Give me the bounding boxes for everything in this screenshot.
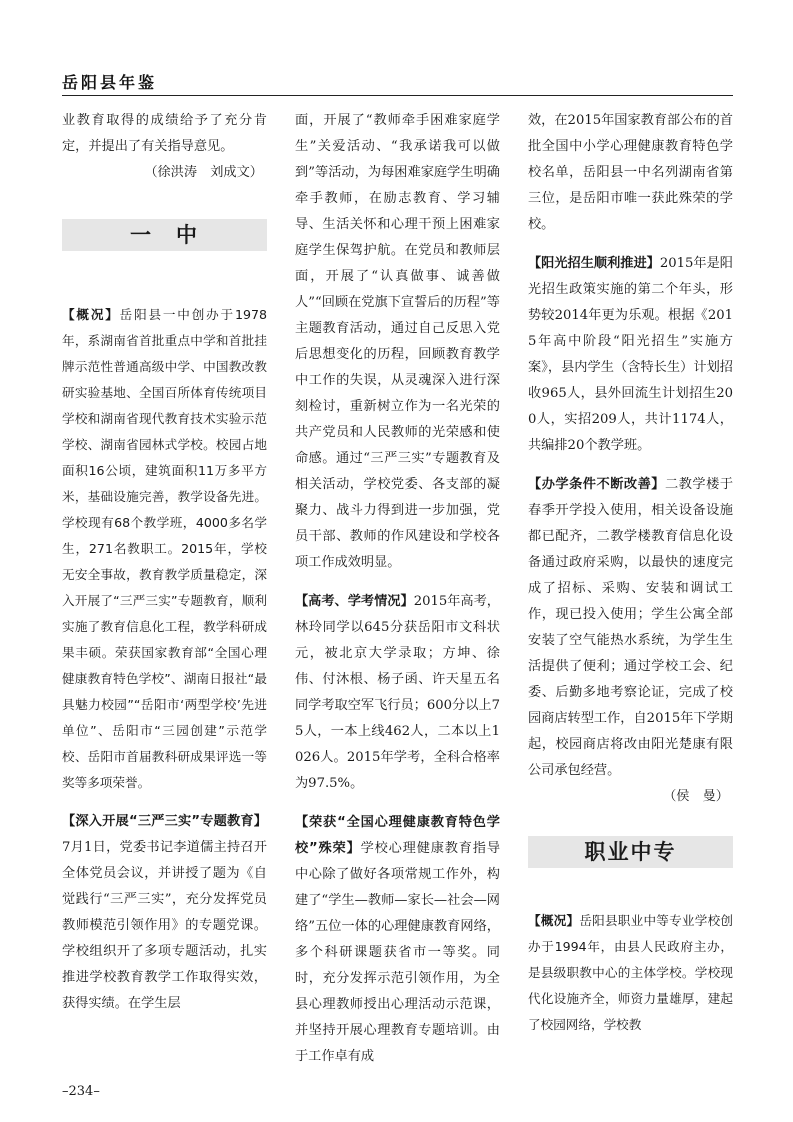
intro-author: （徐洪涛 刘成文） bbox=[144, 165, 263, 180]
header-divider bbox=[62, 95, 733, 96]
facility-text: 二教学楼于春季开学投入使用，相关设备设施都已配齐，二教学楼教育信息化设备通过政府采购，以最快的速度完成了招标、采购、安装和调试工作，现已投入使用；学生公寓全部安装了空气能热水系统，为学生生活提供了便利；通过学校工会、纪委、后勤多地考察论证，完成了校园商店转型工作，自2015年下学期起，校园商店将改由阳光楚康有限公司承包经营。 bbox=[528, 477, 734, 778]
overview-text: 岳阳县一中创办于1978年，系湖南省首批重点中学和首批挂牌示范性普通高级中学、中国教改教研实验基地、全国百所体育传统项目学校和湖南省现代教育技术实验示范学校、湖南省园林式学校。校园占地面积16公顷，建筑面积11万多平方米，基础设施完善，教学设备先进。学校现有68个教学班，4000多名学生，271名教职工。2015年，学校无安全事故，教育教学质量稳定，深入开展了“三严三实”专题教育，顺利实施了教育信息化工程，教学科研成果丰硕。荣获国家教育部“全国心理健康教育特色学校”、湖南日报社“最具魅力校园”“岳阳市‘两型学校’先进单位”、岳阳市“三园创建”示范学校、岳阳市首届教科研成果评选一等奖等多项荣誉。 bbox=[62, 307, 267, 790]
vocational-label: 【概况】 bbox=[528, 913, 580, 928]
enroll-text: 2015年是阳光招生政策实施的第二个年头，形势较2014年更为乐观。根据《2015年高中阶段“阳光招生”实施方案》，县内学生（含特长生）计划招收965人，县外回流生计划招生200人，实招209人，共计1174人，共编排20个教学班。 bbox=[528, 256, 733, 453]
sanyan-label: 【深入开展“三严三实”专题教育】 bbox=[62, 814, 267, 829]
column-2 bbox=[295, 108, 500, 1070]
yearbook-header-title: 岳阳县年鉴 bbox=[62, 73, 158, 92]
section-title-yizhong: 一 中 bbox=[62, 219, 267, 251]
sanyan-text: 7月1日，党委书记李道儒主持召开全体党员会议，并讲授了题为《自觉践行“三严三实”，充分发挥党员教师模范引领作用》的专题党课。学校组织开了多项专题活动，扎实推进学校教育教学工作取得实效，获得实绩。在学生层 bbox=[62, 840, 267, 1011]
enroll-paragraph bbox=[528, 251, 733, 459]
facility-paragraph bbox=[528, 472, 733, 784]
honor-continued-paragraph: 效，在2015年国家教育部公布的首批全国中小学心理健康教育特色学校名单，岳阳县一中名列湖南省第三位，是岳阳市唯一获此殊荣的学校。 bbox=[528, 113, 733, 232]
facility-label: 【办学条件不断改善】 bbox=[528, 477, 666, 492]
facility-author: （侯 曼） bbox=[663, 789, 729, 804]
column-3 bbox=[528, 108, 733, 1038]
intro-paragraph: 业教育取得的成绩给予了充分肯定，并提出了有关指导意见。 bbox=[62, 113, 267, 154]
overview-label: 【概况】 bbox=[62, 307, 120, 322]
section-title-vocational: 职业中专 bbox=[528, 836, 733, 868]
exam-paragraph bbox=[295, 589, 500, 797]
vocational-text: 岳阳县职业中等专业学校创办于1994年，由县人民政府主办，是县级职教中心的主体学校。学校现代化设施齐全，师资力量雄厚，建起了校园网络，学校教 bbox=[528, 913, 734, 1032]
honor-paragraph bbox=[295, 810, 500, 1070]
exam-label: 【高考、学考情况】 bbox=[295, 594, 414, 609]
sanyan-continued-paragraph: 面，开展了“教师牵手困难家庭学生”关爱活动、“我承诺我可以做到”等活动，为每困难家庭学生明确牵手教师，在励志教育、学习辅导、生活关怀和心理干预上困难家庭学生保驾护航。在党员和教师层面，开展了“认真做事、诚善做人”“回顾在党旗下宣誓后的历程”等主题教育活动，通过自己反思入党后思想变化的历程，回顾教育教学中工作的失误，从灵魂深入进行深刻检讨，重新树立作为一名光荣的共产党员和人民教师的光荣感和使命感。通过“三严三实”专题教育及相关活动，学校党委、各支部的凝聚力、战斗力得到进一步加强，党员干部、教师的作风建设和学校各项工作成效明显。 bbox=[295, 113, 500, 570]
honor-text: 学校心理健康教育指导中心除了做好各项常规工作外，构建了“学生—教师—家长—社会—网络”五位一体的心理健康教育网络，多个科研课题获省市一等奖。同时，充分发挥示范引领作用，为全县心理教师授出心理活动示范课，并坚持开展心理教育专题培训。由于工作卓有成 bbox=[295, 841, 501, 1064]
exam-text: 2015年高考，林玲同学以645分获岳阳市文科状元，被北京大学录取；方坤、徐伟、付沐根、杨子函、许天星五名同学考取空军飞行员；600分以上75人，一本上线462人，二本以上1026人。2015年学考，全科合格率为97.5%。 bbox=[295, 594, 500, 791]
overview-paragraph bbox=[62, 302, 267, 796]
column-1 bbox=[62, 108, 267, 1017]
sanyan-paragraph bbox=[62, 809, 267, 1017]
enroll-label: 【阳光招生顺利推进】 bbox=[528, 256, 660, 271]
vocational-paragraph bbox=[528, 908, 733, 1038]
page-number: –234– bbox=[62, 1084, 100, 1099]
honor-label: 【荣获“全国心理健康教育特色学校”殊荣】 bbox=[295, 815, 500, 856]
